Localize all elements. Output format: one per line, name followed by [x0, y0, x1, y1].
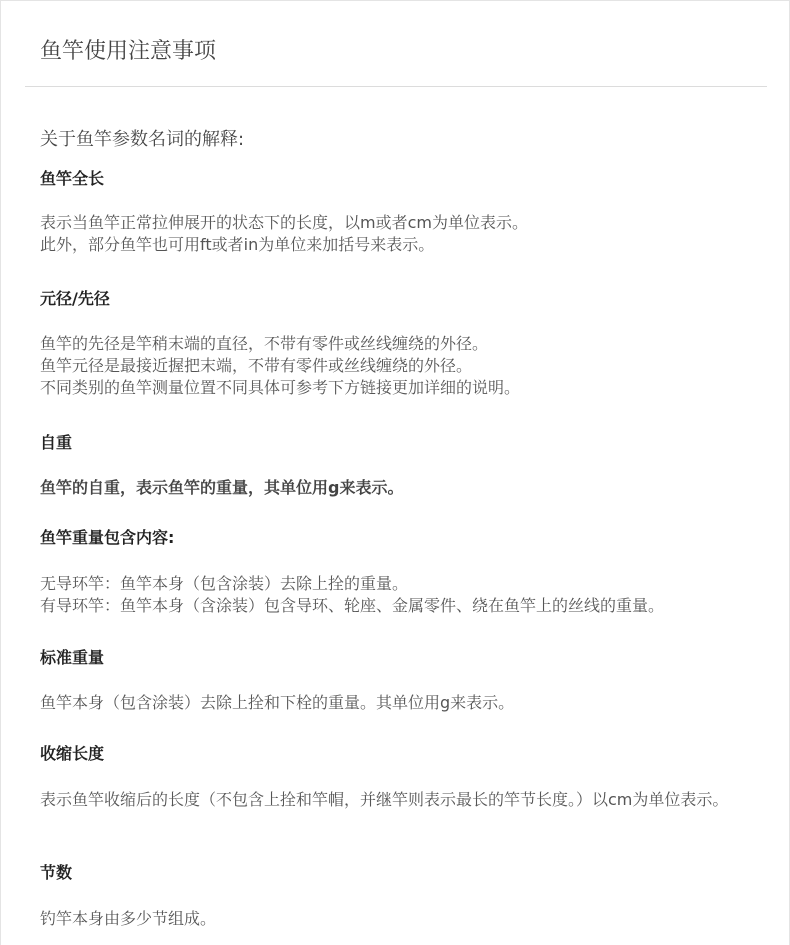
body-line: 鱼竿的先径是竿稍末端的直径，不带有零件或丝线缠绕的外径。	[40, 334, 489, 353]
body-line: 鱼竿本身（包含涂装）去除上拴和下栓的重量。其单位用g来表示。	[40, 693, 515, 712]
body-line: 钓竿本身由多少节组成。	[40, 909, 217, 928]
body-line: 不同类别的鱼竿测量位置不同具体可参考下方链接更加详细的说明。	[40, 378, 521, 397]
body-line: 鱼竿元径是最接近握把末端，不带有零件或丝线缠绕的外径。	[40, 356, 473, 375]
section-heading-standard-weight: 标准重量	[40, 648, 105, 667]
page-title: 鱼竿使用注意事项	[40, 39, 217, 64]
section-body-standard-weight	[40, 692, 775, 714]
section-heading-collapsed-length: 收缩长度	[40, 744, 105, 763]
section-heading-self-weight: 自重	[40, 433, 73, 452]
section-heading-diameter: 元径/先径	[40, 289, 110, 308]
section-body-self-weight	[40, 477, 775, 499]
section-body-weight-contents	[40, 573, 775, 617]
body-line: 此外，部分鱼竿也可用ft或者in为单位来加括号来表示。	[40, 235, 435, 254]
section-heading-weight-contents: 鱼竿重量包含内容:	[40, 528, 175, 547]
body-line: 表示鱼竿收缩后的长度（不包含上拴和竿帽，并继竿则表示最长的竿节长度。）以cm为单位表示。	[40, 790, 729, 809]
section-heading-full-length: 鱼竿全长	[40, 169, 105, 188]
section-body-full-length	[40, 212, 775, 256]
body-line: 表示当鱼竿正常拉伸展开的状态下的长度，以m或者cm为单位表示。	[40, 213, 528, 232]
section-body-collapsed-length	[40, 789, 770, 811]
title-divider	[25, 86, 767, 87]
intro-text: 关于鱼竿参数名词的解释:	[40, 129, 245, 150]
section-body-diameter	[40, 333, 775, 399]
section-heading-sections-count: 节数	[40, 863, 73, 882]
body-line: 鱼竿的自重，表示鱼竿的重量，其单位用g来表示。	[40, 478, 404, 497]
body-line: 无导环竿：鱼竿本身（包含涂装）去除上拴的重量。	[40, 574, 409, 593]
body-line: 有导环竿：鱼竿本身（含涂装）包含导环、轮座、金属零件、绕在鱼竿上的丝线的重量。	[40, 596, 665, 615]
section-body-sections-count	[40, 908, 775, 930]
